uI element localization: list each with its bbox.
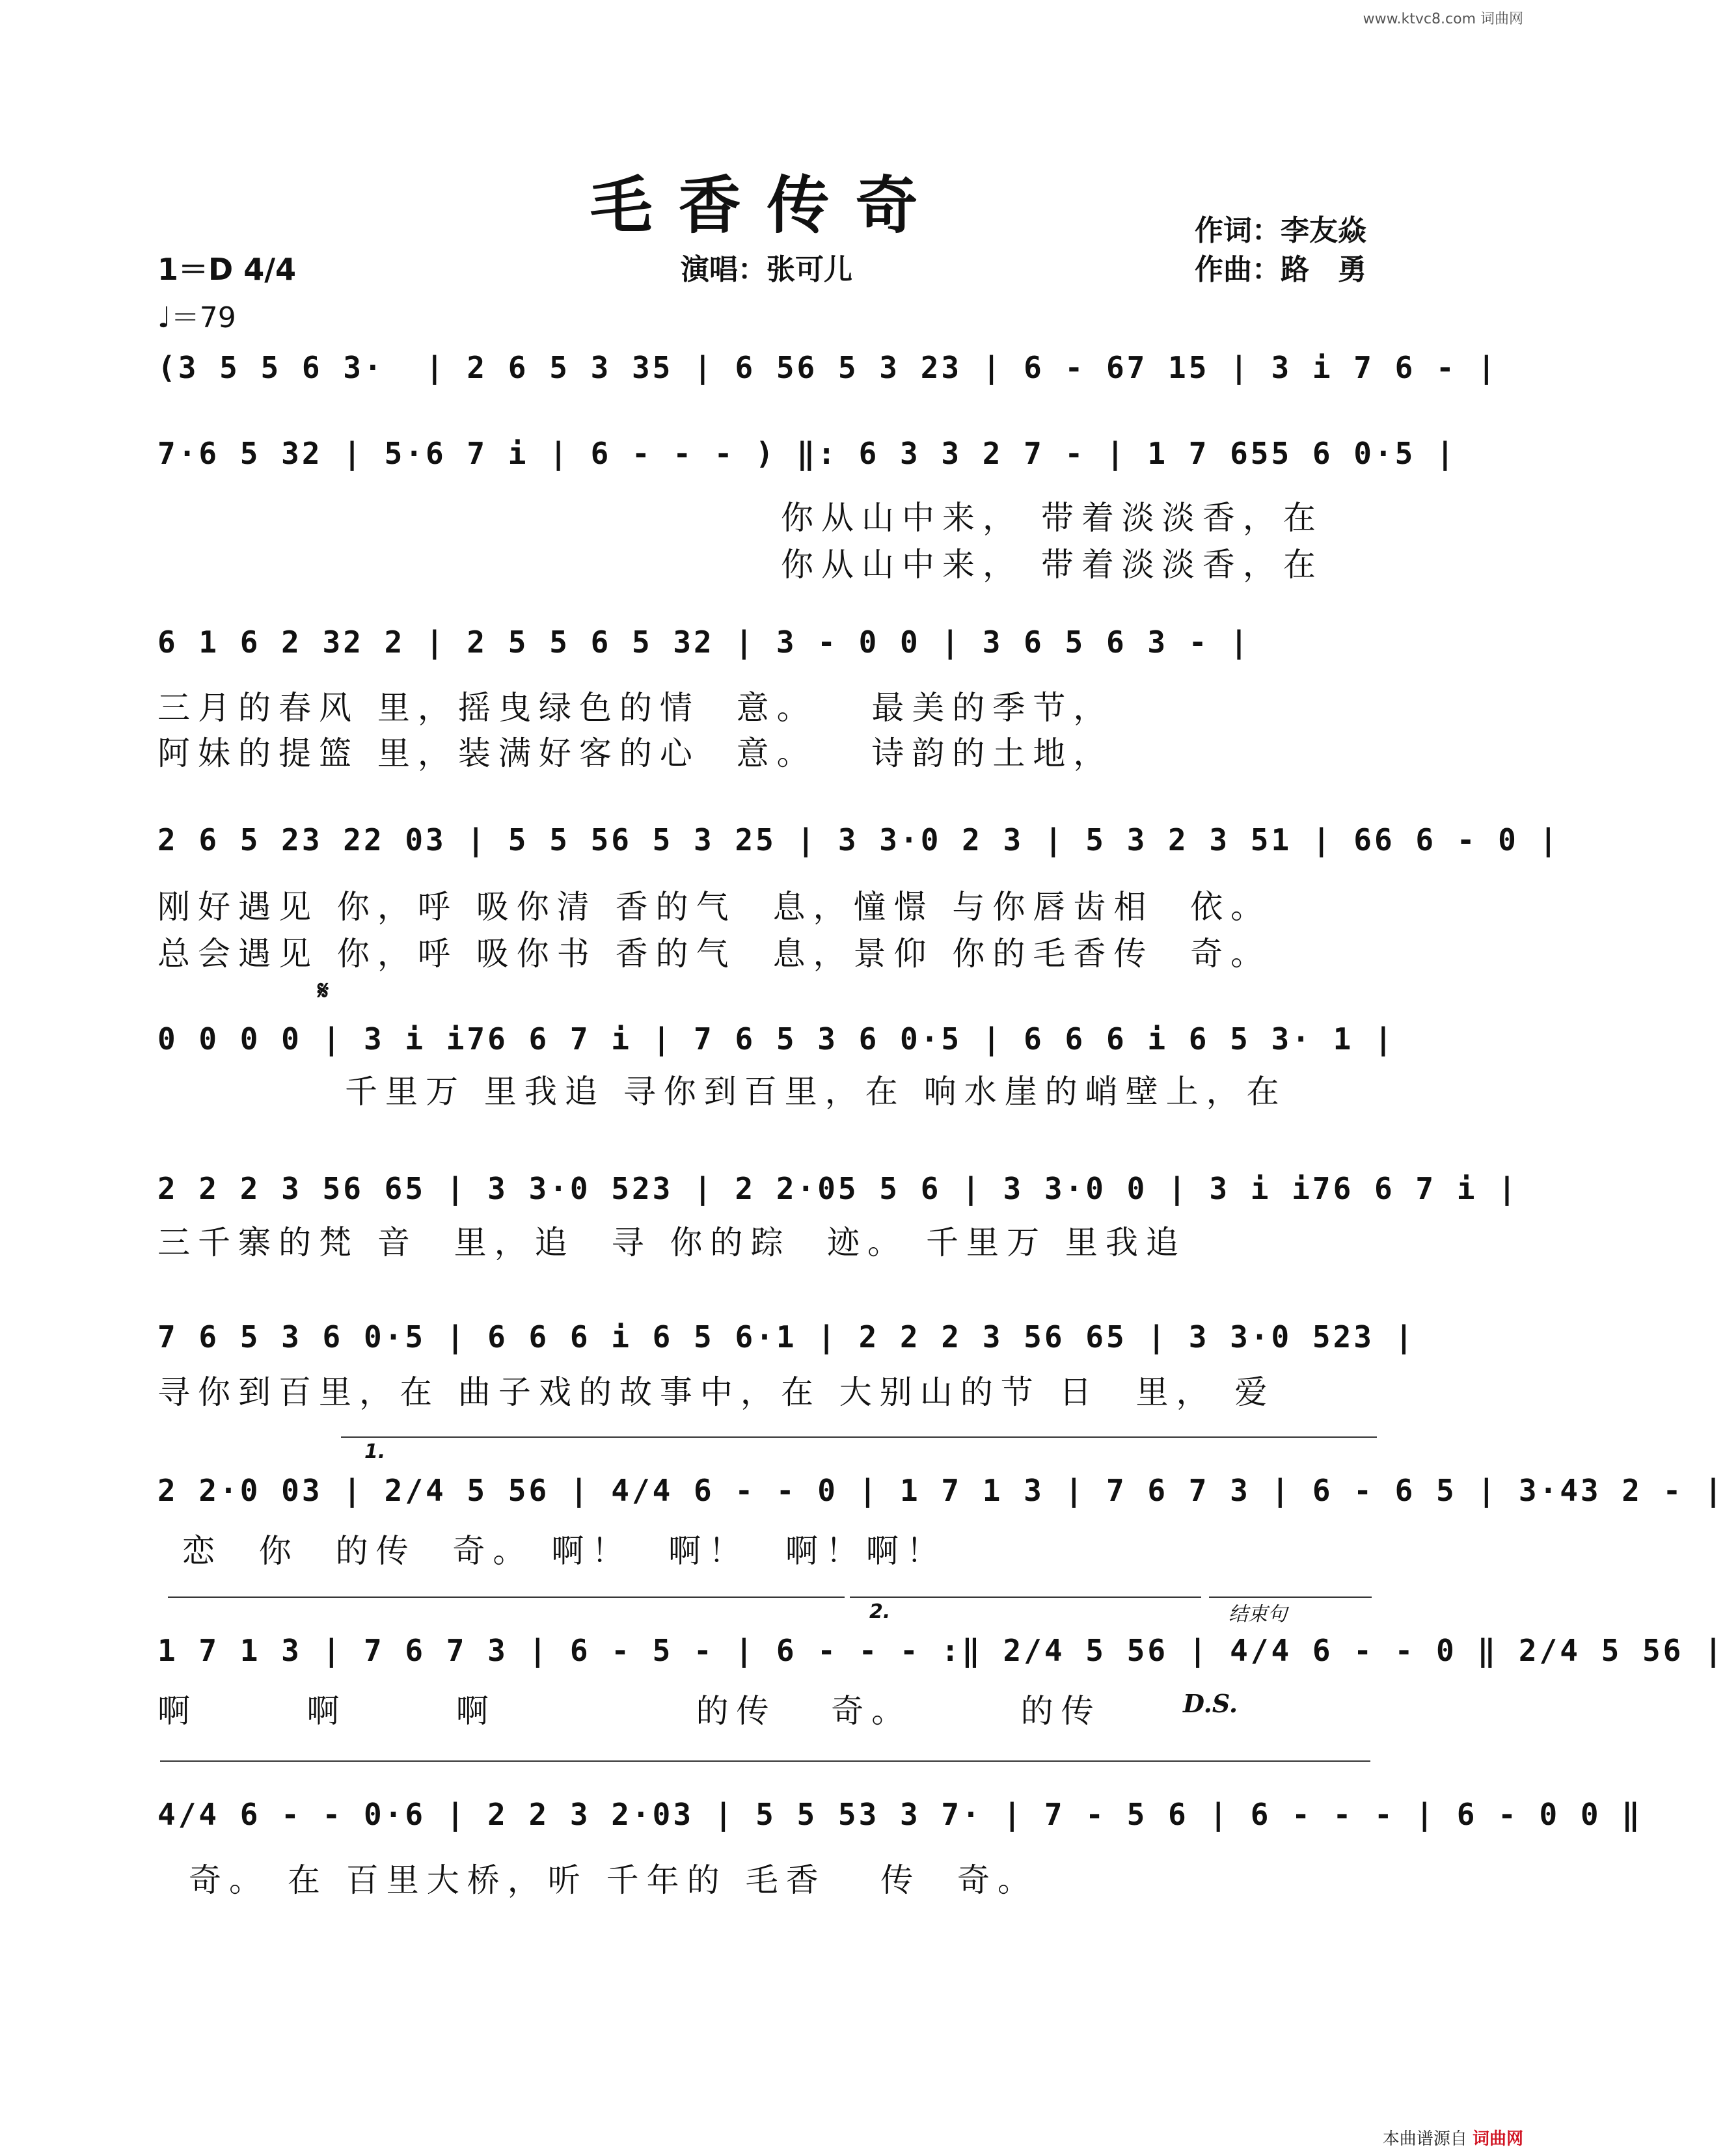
- segno-sign: 𝄋: [318, 976, 329, 1006]
- tempo-marking: ♩＝79: [157, 301, 236, 334]
- notation-line-5: 0 0 0 0 | 3 i i76 6 7 i | 7 6 5 3 6 0·5 | 6 6 6 i 6 5 3· 1 |: [157, 1021, 1395, 1057]
- song-title: 毛香传奇: [590, 168, 944, 242]
- volta-2-label: 2.: [869, 1600, 891, 1623]
- lyric-line-4b: 总会遇见 你，呼 吸你书 香的气 息，景仰 你的毛香传 奇。: [157, 935, 1271, 973]
- lyric-line-3a: 三月的春风 里，摇曳绿色的情 意。 最美的季节，: [157, 689, 1114, 727]
- lyric-line-3b: 阿妹的提篮 里，装满好客的心 意。 诗韵的土地，: [157, 734, 1114, 772]
- notation-line-8: 2 2·0 03 | 2/4 5 56 | 4/4 6 - - 0 | 1 7 1 3 | 7 6 7 3 | 6 - 6 5 | 3·43 2 - |: [157, 1473, 1725, 1508]
- composer-credit: 作曲：路 勇: [1195, 253, 1366, 286]
- notation-line-7: 7 6 5 3 6 0·5 | 6 6 6 i 6 5 6·1 | 2 2 2 3 56 65 | 3 3·0 523 |: [157, 1319, 1416, 1354]
- site-watermark-top: www.ktvc8.com 词曲网: [1363, 11, 1523, 27]
- notation-line-10: 4/4 6 - - 0·6 | 2 2 3 2·03 | 5 5 53 3 7· | 7 - 5 6 | 6 - - - | 6 - 0 0 ‖: [157, 1797, 1642, 1832]
- lyric-line-4a: 刚好遇见 你，呼 吸你清 香的气 息，憧憬 与你唇齿相 依。: [157, 888, 1271, 926]
- da-segno-mark: D.S.: [1183, 1689, 1238, 1718]
- watermark-prefix: 本曲谱源自: [1382, 2129, 1467, 2149]
- key-signature: 1＝D 4/4: [157, 252, 297, 287]
- lyric-line-2b: 你从山中来， 带着淡淡香，在: [781, 546, 1324, 584]
- ending-label: 结束句: [1229, 1603, 1287, 1626]
- singer-credit: 演唱：张可儿: [681, 253, 852, 286]
- site-watermark-bottom: [1383, 2125, 1523, 2149]
- notation-line-6: 2 2 2 3 56 65 | 3 3·0 523 | 2 2·05 5 6 | 3 3·0 0 | 3 i i76 6 7 i |: [157, 1171, 1519, 1206]
- lyric-line-6: 三千寨的梵 音 里，追 寻 你的踪 迹。 千里万 里我追: [157, 1224, 1186, 1261]
- volta-1-label: 1.: [364, 1440, 386, 1463]
- lyric-line-5: 千里万 里我追 寻你到百里，在 响水崖的峭壁上，在: [345, 1073, 1287, 1111]
- lyric-line-10: 奇。 在 百里大桥，听 千年的 毛香 传 奇。: [189, 1861, 1039, 1899]
- notation-line-4: 2 6 5 23 22 03 | 5 5 56 5 3 25 | 3 3·0 2 3 | 5 3 2 3 51 | 66 6 - 0 |: [157, 822, 1560, 857]
- notation-line-2: 7·6 5 32 | 5·6 7 i | 6 - - - ) ‖: 6 3 3 2 7 - | 1 7 655 6 0·5 |: [157, 436, 1457, 471]
- lyricist-credit: 作词：李友焱: [1195, 214, 1366, 247]
- lyric-line-9: 啊 啊 啊 的传 奇。 的传: [157, 1692, 1102, 1730]
- lyric-line-8: 恋 你 的传 奇。 啊！ 啊！ 啊！啊！: [182, 1532, 947, 1570]
- volta-1-continuation: [168, 1597, 845, 1598]
- notation-line-1: (3 5 5 6 3· | 2 6 5 3 35 | 6 56 5 3 23 | 6 - 67 15 | 3 i 7 6 - |: [157, 350, 1499, 385]
- lyric-line-2a: 你从山中来， 带着淡淡香，在: [781, 499, 1324, 537]
- ending-continuation: [160, 1760, 1370, 1762]
- volta-1-bracket: [341, 1436, 1377, 1438]
- notation-line-9: 1 7 1 3 | 7 6 7 3 | 6 - 5 - | 6 - - - :‖ 2/4 5 56 | 4/4 6 - - 0 ‖ 2/4 5 56 |: [157, 1633, 1725, 1668]
- volta-2-bracket: [850, 1597, 1201, 1598]
- lyric-line-7: 寻你到百里，在 曲子戏的故事中，在 大别山的节 日 里， 爱: [157, 1373, 1275, 1411]
- watermark-brand: 词曲网: [1472, 2129, 1523, 2149]
- notation-line-3: 6 1 6 2 32 2 | 2 5 5 6 5 32 | 3 - 0 0 | 3 6 5 6 3 - |: [157, 625, 1251, 660]
